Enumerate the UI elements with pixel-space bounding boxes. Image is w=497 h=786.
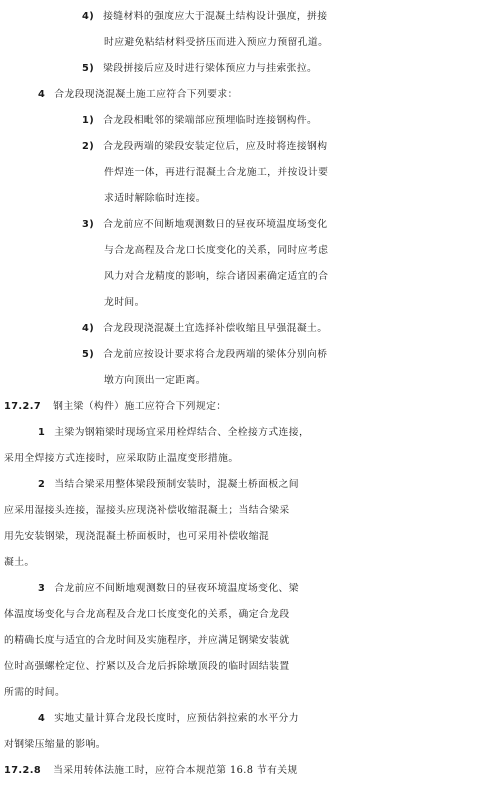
item-number: 4) bbox=[82, 323, 95, 334]
item-number: 2 bbox=[38, 479, 46, 490]
line-text: 合龙前应不间断地观测数日的昼夜环境温度场变化、梁 bbox=[54, 583, 299, 594]
line-text: 凝土。 bbox=[4, 557, 35, 568]
line-text: 接缝材料的强度应大于混凝土结构设计强度，拼接 bbox=[103, 11, 328, 22]
line-text: 采用全焊接方式连接时，应采取防止温度变形措施。 bbox=[4, 453, 239, 464]
item-number: 3 bbox=[38, 583, 46, 594]
line-text: 合龙段现浇混凝土宜选择补偿收缩且早强混凝土。 bbox=[103, 323, 328, 334]
line-text: 当结合梁采用整体梁段预制安装时，混凝土桥面板之间 bbox=[54, 479, 299, 490]
line-text: 合龙前应不间断地观测数日的昼夜环境温度场变化 bbox=[103, 219, 328, 230]
item-number: 5) bbox=[82, 349, 95, 360]
line-text: 与合龙高程及合龙口长度变化的关系，同时应考虑 bbox=[104, 245, 329, 256]
item-number: 4 bbox=[38, 713, 46, 724]
line-text: 合龙段现浇混凝土施工应符合下列要求： bbox=[54, 89, 238, 100]
line-text: 对钢梁压缩量的影响。 bbox=[4, 739, 106, 750]
line-text: 当采用转体法施工时，应符合本规范第 16.8 节有关规 bbox=[53, 765, 298, 776]
line-text: 合龙前应按设计要求将合龙段两端的梁体分别向桥 bbox=[103, 349, 328, 360]
line-text: 件焊连一体，再进行混凝土合龙施工，并按设计要 bbox=[104, 167, 329, 178]
item-number: 4 bbox=[38, 89, 46, 100]
item-number: 5) bbox=[82, 63, 95, 74]
line-text: 实地丈量计算合龙段长度时，应预估斜拉索的水平分力 bbox=[54, 713, 299, 724]
line-text: 钢主梁（构件）施工应符合下列规定： bbox=[53, 401, 227, 412]
line-text: 主梁为钢箱梁时现场宜采用栓焊结合、全栓接方式连接， bbox=[54, 427, 310, 438]
line-text: 位时高强螺栓定位、拧紧以及合龙后拆除墩顶段的临时固结装置 bbox=[4, 661, 290, 672]
line-text: 合龙段两端的梁段安装定位后，应及时将连接钢构 bbox=[103, 141, 328, 152]
item-number: 17.2.7 bbox=[4, 401, 42, 412]
line-text: 合龙段相毗邻的梁端部应预埋临时连接钢构件。 bbox=[103, 115, 318, 126]
line-text: 应采用湿接头连接，湿接头应现浇补偿收缩混凝土；当结合梁采 bbox=[4, 505, 290, 516]
line-text: 用先安装钢梁，现浇混凝土桥面板时，也可采用补偿收缩混 bbox=[4, 531, 270, 542]
item-number: 1) bbox=[82, 115, 95, 126]
line-text: 所需的时间。 bbox=[4, 687, 66, 698]
line-text: 梁段拼接后应及时进行梁体预应力与挂索张拉。 bbox=[103, 63, 318, 74]
item-number: 17.2.8 bbox=[4, 765, 42, 776]
line-text: 风力对合龙精度的影响，综合诸因素确定适宜的合 bbox=[104, 271, 329, 282]
item-number: 1 bbox=[38, 427, 46, 438]
line-text: 时应避免粘结材料受挤压而进入预应力预留孔道。 bbox=[104, 37, 329, 48]
item-number: 2) bbox=[82, 141, 95, 152]
line-text: 的精确长度与适宜的合龙时间及实施程序，并应满足钢梁安装就 bbox=[4, 635, 290, 646]
line-text: 龙时间。 bbox=[104, 297, 145, 308]
line-text: 求适时解除临时连接。 bbox=[104, 193, 206, 204]
item-number: 4) bbox=[82, 11, 95, 22]
line-text: 墩方向顶出一定距离。 bbox=[104, 375, 206, 386]
line-text: 体温度场变化与合龙高程及合龙口长度变化的关系，确定合龙段 bbox=[4, 609, 290, 620]
item-number: 3) bbox=[82, 219, 95, 230]
